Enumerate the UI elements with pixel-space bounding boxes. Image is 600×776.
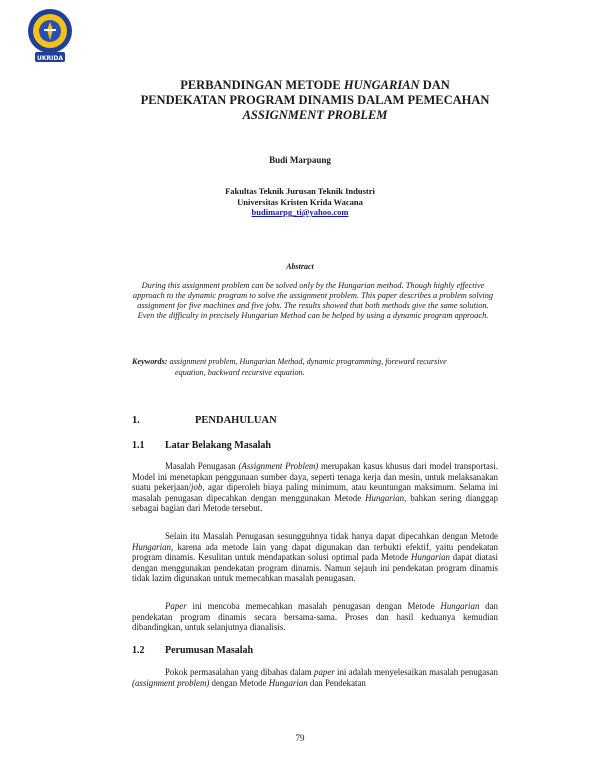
university-seal-icon (27, 8, 73, 66)
author-email-link[interactable]: budimarpg_ti@yahoo.com (251, 207, 349, 217)
keywords-label: Keywords: (132, 357, 168, 366)
paper-title: PERBANDINGAN METODE HUNGARIAN DAN PENDEKATAN PROGRAM DINAMIS DALAM PEMECAHAN ASSIGNMENT PROBLEM (140, 78, 490, 122)
page-number: 79 (295, 733, 305, 743)
keywords (132, 357, 502, 378)
paragraph-latar-belakang-2: Selain itu Masalah Penugasan sesungguhnya tidak hanya dapat dipecahkan dengan Metode Hungarian, karena ada metode lain yang dapat digunakan dan terbukti efektif, yaitu pendekatan program dinamis. Kesulitan untuk mendapatkan solusi optimal pada Metode Hungarian dapat diatasi dengan menggunakan pendekatan program dinamis. Namun sejauh ini pendekatan program dinamis tidak lazim digunakan untuk memecahkan masalah penugasan. (132, 531, 498, 583)
author-affiliation (0, 186, 600, 218)
logo-banner-text: UKRIDA (37, 55, 63, 62)
affiliation-university: Universitas Kristen Krida Wacana (237, 196, 363, 207)
keywords-text: assignment problem, Hungarian Method, dynamic programming, foreward recursive (167, 357, 447, 366)
university-logo (27, 8, 73, 66)
paragraph-perumusan-masalah: Pokok permasalahan yang dibahas dalam paper ini adalah menyelesaikan masalah penugasan (assignment problem) dengan Metode Hungarian dan Pendekatan (132, 667, 498, 688)
paragraph-latar-belakang-3: Paper ini mencoba memecahkan masalah penugasan dengan Metode Hungarian dan pendekatan program dinamis secara bersama-sama. Proses dan hasil keduanya kemudian dibandingkan, untuk selanjutnya dianalisis. (132, 601, 498, 632)
keywords-text-continued: equation, backward recursive equation. (175, 367, 305, 377)
paragraph-latar-belakang-1: Masalah Penugasan (Assignment Problem) merupakan kasus khusus dari model transportasi. Model ini menetapkan penggunaan sumber daya, seperti tenaga kerja dan mesin, untuk melaksanakan suatu pekerjaan/job, agar diperoleh biaya paling minimum, atau keuntungan maksimum. Selama ini masalah penugasan dipecahkan dengan menggunakan Metode Hungarian, bahkan sering dianggap sebagai bagian dari Metode tersebut. (132, 461, 498, 513)
affiliation-faculty: Fakultas Teknik Jurusan Teknik Industri (225, 186, 375, 196)
author-name: Budi Marpaung (269, 155, 331, 165)
abstract-text: During this assignment problem can be solved only by the Hungarian method. Though highly effective approach to the dynamic program to solve the assignment problem. This paper describes a problem solving assignment for five machines and five jobs. The results showed that both methods give the same solution. Even the difficulty in precisely Hungarian Method can be helped by using a dynamic program approach. (132, 281, 494, 320)
abstract-heading: Abstract (286, 262, 314, 271)
